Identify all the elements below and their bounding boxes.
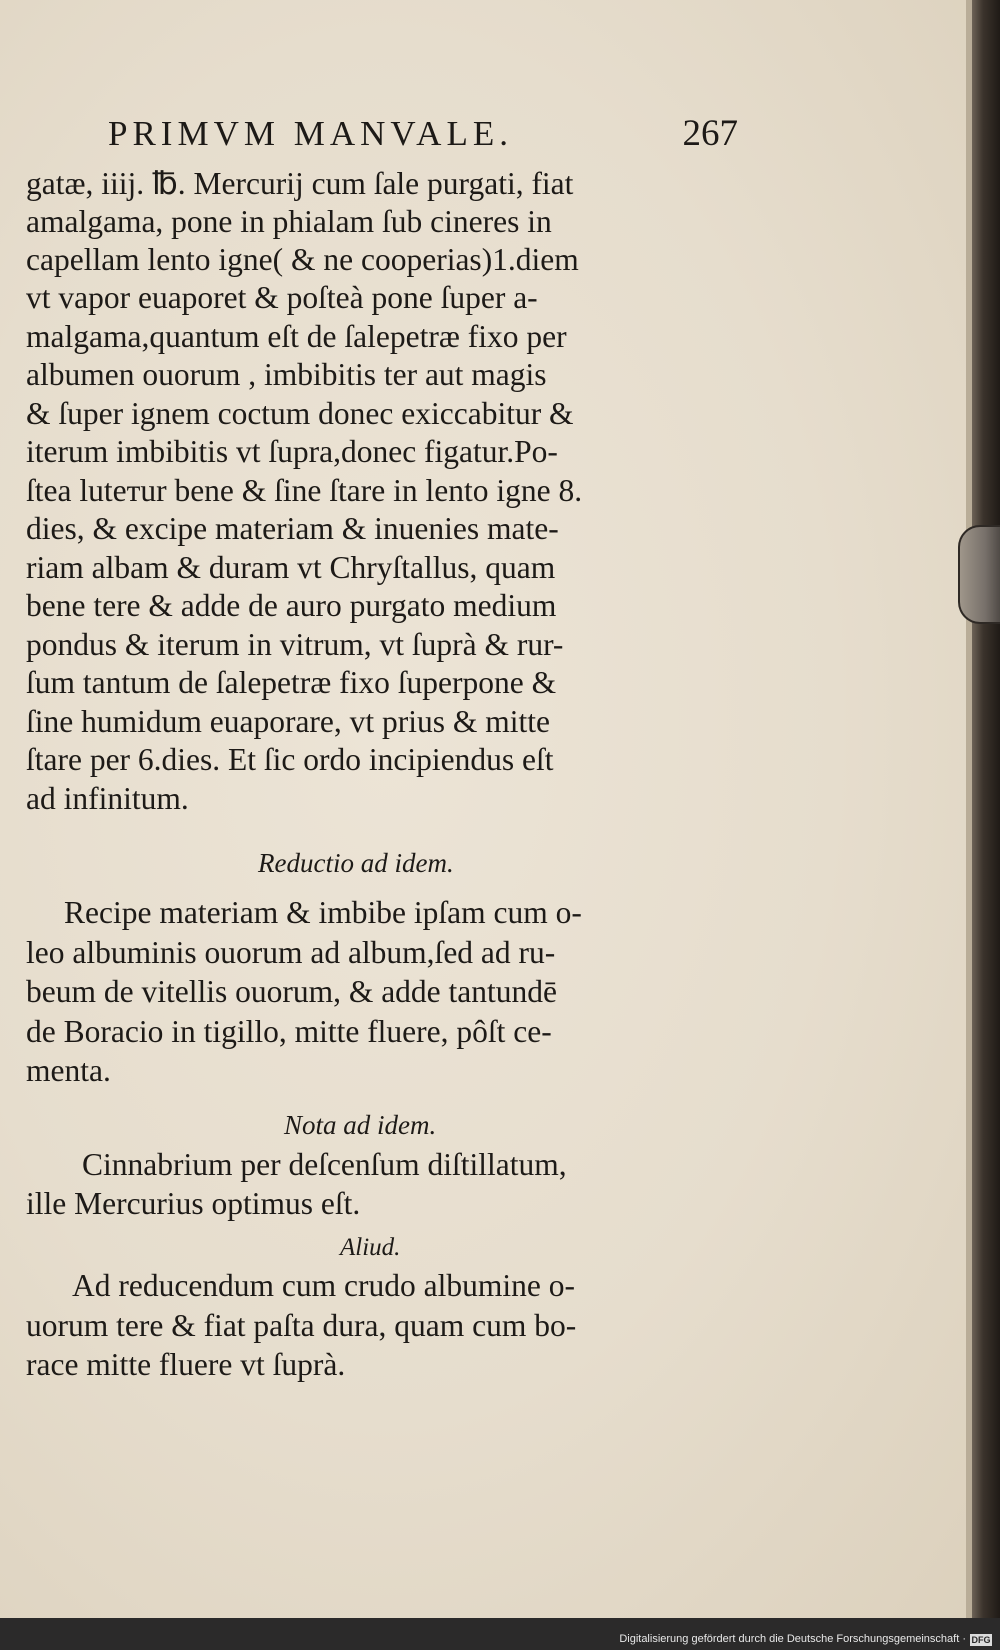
- bookmark-tab: [958, 525, 1000, 624]
- text-line: vt vapor euaporet & poſteà pone ſuper a-: [26, 280, 538, 315]
- text-line: amalgama, pone in phialam ſub cineres in: [26, 204, 552, 239]
- section-heading: Aliud.: [340, 1234, 401, 1261]
- text-line: de Boracio in tigillo, mitte fluere, pôſt ce-: [26, 1014, 552, 1049]
- page-header: [108, 114, 738, 154]
- text-line: Recipe materiam & imbibe ipſam cum o-: [64, 895, 582, 930]
- text-line: race mitte fluere vt ſuprà.: [26, 1347, 346, 1382]
- text-line: iterum imbibitis vt ſupra,donec figatur.Po-: [26, 434, 558, 469]
- text-line: ſtea luteтur bene & ſine ſtare in lento igne 8.: [26, 473, 583, 508]
- text-line: ſtare per 6.dies. Et ſic ordo incipiendus eſt: [26, 742, 554, 777]
- text-line: beum de vitellis ouorum, & adde tantundē: [26, 974, 558, 1009]
- text-line: albumen ouorum , imbibitis ter aut magis: [26, 357, 547, 392]
- text-line: bene tere & adde de auro purgato medium: [26, 588, 557, 623]
- text-line: gatæ, iiij. ℔. Mercurij cum ſale purgati, fiat: [26, 166, 574, 201]
- funding-credit: Digitalisierung gefördert durch die Deutsche Forschungsgemeinschaft ·: [619, 1633, 966, 1645]
- text-line: Cinnabrium per deſcenſum diſtillatum,: [82, 1147, 567, 1182]
- text-line: menta.: [26, 1053, 111, 1088]
- section-heading: Nota ad idem.: [284, 1110, 437, 1140]
- text-line: & ſuper ignem coctum donec exiccabitur &: [26, 396, 574, 431]
- text-line: riam albam & duram vt Chryſtallus, quam: [26, 550, 556, 585]
- book-page-edge: [972, 0, 1000, 1618]
- running-title: PRIMVM MANVALE.: [108, 114, 513, 153]
- text-line: uorum tere & fiat paſta dura, quam cum bo-: [26, 1308, 577, 1343]
- text-line: malgama,quantum eſt de ſalepetræ fixo per: [26, 319, 567, 354]
- section-heading: Reductio ad idem.: [258, 848, 454, 878]
- text-line: dies, & excipe materiam & inuenies mate-: [26, 511, 559, 546]
- text-line: capellam lento igne( & ne cooperias)1.diem: [26, 242, 579, 277]
- page-number: 267: [682, 113, 738, 154]
- text-line: ſum tantum de ſalepetræ fixo ſuperpone &: [26, 665, 557, 700]
- text-line: ſine humidum euaporare, vt prius & mitte: [26, 704, 551, 739]
- text-line: Ad reducendum cum crudo albumine o-: [72, 1268, 575, 1303]
- text-line: leo albuminis ouorum ad album,ſed ad ru-: [26, 935, 556, 970]
- text-line: ille Mercurius optimus eſt.: [26, 1186, 361, 1221]
- text-line: pondus & iterum in vitrum, vt ſuprà & rur-: [26, 627, 564, 662]
- text-line: ad infinitum.: [26, 781, 189, 816]
- dfg-logo: DFG: [971, 1635, 991, 1645]
